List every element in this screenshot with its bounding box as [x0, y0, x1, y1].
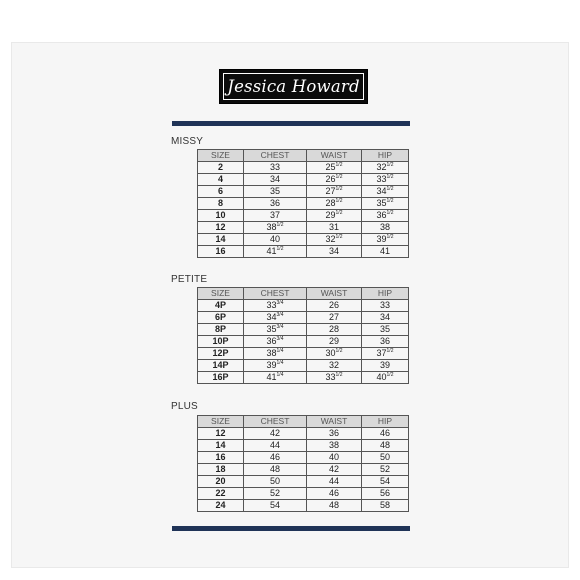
table-row	[198, 372, 409, 384]
cell-value: 48	[379, 440, 390, 450]
cell-value: 2	[217, 162, 223, 172]
cell-value: 34	[328, 246, 339, 256]
cell-chest	[244, 198, 307, 210]
cell-fraction: 1/2	[335, 372, 343, 378]
cell-fraction: 1/4	[276, 360, 284, 366]
cell-value: 33	[376, 174, 387, 184]
cell-chest	[244, 464, 307, 476]
table-row	[198, 174, 409, 186]
cell-hip	[362, 174, 409, 186]
cell-value: 58	[379, 500, 390, 510]
cell-value: 18	[215, 464, 226, 474]
cell-chest	[244, 360, 307, 372]
header-size: SIZE	[198, 416, 244, 428]
cell-value: 52	[269, 488, 280, 498]
cell-hip	[362, 324, 409, 336]
table-row	[198, 348, 409, 360]
cell-hip	[362, 428, 409, 440]
cell-value: 42	[328, 464, 339, 474]
section-title-missy: MISSY	[171, 136, 204, 147]
header-chest: CHEST	[244, 288, 307, 300]
cell-waist	[307, 162, 362, 174]
cell-waist	[307, 300, 362, 312]
cell-hip	[362, 162, 409, 174]
table-row	[198, 428, 409, 440]
cell-size	[198, 174, 244, 186]
cell-value: 39	[379, 360, 390, 370]
cell-fraction: 3/4	[276, 300, 284, 306]
table-row	[198, 336, 409, 348]
cell-hip	[362, 452, 409, 464]
brand-name: Jessica Howard	[227, 77, 360, 96]
cell-value: 6	[217, 186, 223, 196]
cell-value: 16	[215, 246, 226, 256]
cell-value: 41	[266, 372, 277, 382]
cell-size	[198, 500, 244, 512]
cell-value: 28	[328, 324, 339, 334]
cell-chest	[244, 186, 307, 198]
cell-value: 56	[379, 488, 390, 498]
cell-chest	[244, 312, 307, 324]
table-row	[198, 488, 409, 500]
cell-value: 29	[328, 336, 339, 346]
table-row	[198, 440, 409, 452]
cell-chest	[244, 488, 307, 500]
cell-fraction: 1/2	[386, 186, 394, 192]
cell-value: 27	[328, 312, 339, 322]
cell-waist	[307, 234, 362, 246]
cell-fraction: 1/2	[276, 246, 284, 252]
cell-fraction: 1/2	[386, 162, 394, 168]
header-waist: WAIST	[307, 416, 362, 428]
cell-value: 46	[269, 452, 280, 462]
cell-waist	[307, 476, 362, 488]
header-size: SIZE	[198, 288, 244, 300]
size-table-petite	[197, 287, 409, 384]
cell-value: 4P	[214, 300, 226, 310]
bottom-divider-bar	[172, 526, 410, 531]
cell-chest	[244, 428, 307, 440]
section-title-plus: PLUS	[171, 401, 198, 412]
cell-hip	[362, 198, 409, 210]
cell-value: 35	[266, 324, 277, 334]
cell-hip	[362, 476, 409, 488]
cell-hip	[362, 348, 409, 360]
table-row	[198, 500, 409, 512]
cell-value: 37	[376, 348, 387, 358]
cell-size	[198, 162, 244, 174]
cell-value: 38	[379, 222, 390, 232]
cell-value: 40	[376, 372, 387, 382]
cell-value: 27	[325, 186, 336, 196]
cell-waist	[307, 186, 362, 198]
cell-value: 8	[217, 198, 223, 208]
cell-value: 35	[379, 324, 390, 334]
cell-value: 29	[325, 210, 336, 220]
cell-hip	[362, 360, 409, 372]
table-row	[198, 476, 409, 488]
cell-waist	[307, 428, 362, 440]
cell-value: 10	[215, 210, 226, 220]
cell-value: 36	[376, 210, 387, 220]
cell-waist	[307, 246, 362, 258]
cell-waist	[307, 372, 362, 384]
cell-value: 40	[328, 452, 339, 462]
cell-value: 36	[328, 428, 339, 438]
cell-size	[198, 336, 244, 348]
cell-fraction: 1/2	[386, 198, 394, 204]
cell-chest	[244, 162, 307, 174]
cell-value: 48	[328, 500, 339, 510]
cell-value: 4	[217, 174, 223, 184]
cell-fraction: 1/2	[386, 234, 394, 240]
cell-value: 39	[266, 360, 277, 370]
cell-value: 14P	[212, 360, 229, 370]
cell-value: 31	[328, 222, 339, 232]
cell-value: 41	[266, 246, 277, 256]
header-chest: CHEST	[244, 416, 307, 428]
header-hip: HIP	[362, 150, 409, 162]
cell-fraction: 1/2	[335, 198, 343, 204]
cell-chest	[244, 476, 307, 488]
table-row	[198, 324, 409, 336]
cell-waist	[307, 440, 362, 452]
table-row	[198, 234, 409, 246]
cell-value: 12	[215, 222, 226, 232]
cell-chest	[244, 174, 307, 186]
table-header-row	[198, 416, 409, 428]
cell-hip	[362, 222, 409, 234]
cell-waist	[307, 336, 362, 348]
table-row	[198, 186, 409, 198]
cell-chest	[244, 222, 307, 234]
cell-value: 16P	[212, 372, 229, 382]
cell-value: 35	[376, 198, 387, 208]
cell-value: 37	[269, 210, 280, 220]
table-row	[198, 222, 409, 234]
cell-hip	[362, 210, 409, 222]
cell-chest	[244, 336, 307, 348]
cell-size	[198, 360, 244, 372]
cell-chest	[244, 348, 307, 360]
cell-hip	[362, 246, 409, 258]
cell-size	[198, 488, 244, 500]
cell-value: 34	[376, 186, 387, 196]
size-table-plus	[197, 415, 409, 512]
cell-value: 25	[325, 162, 336, 172]
cell-size	[198, 234, 244, 246]
header-hip: HIP	[362, 288, 409, 300]
cell-waist	[307, 348, 362, 360]
header-size: SIZE	[198, 150, 244, 162]
cell-waist	[307, 488, 362, 500]
cell-fraction: 1/2	[335, 186, 343, 192]
cell-fraction: 1/2	[335, 234, 343, 240]
table-row	[198, 464, 409, 476]
cell-fraction: 1/2	[335, 348, 343, 354]
cell-value: 39	[376, 234, 387, 244]
table-row	[198, 312, 409, 324]
cell-chest	[244, 500, 307, 512]
cell-fraction: 3/4	[276, 312, 284, 318]
cell-waist	[307, 174, 362, 186]
cell-value: 44	[328, 476, 339, 486]
cell-chest	[244, 246, 307, 258]
cell-waist	[307, 198, 362, 210]
cell-value: 42	[269, 428, 280, 438]
cell-size	[198, 300, 244, 312]
cell-fraction: 1/2	[335, 162, 343, 168]
top-divider-bar	[172, 121, 410, 126]
cell-value: 46	[328, 488, 339, 498]
cell-value: 40	[269, 234, 280, 244]
cell-hip	[362, 186, 409, 198]
cell-value: 14	[215, 234, 226, 244]
cell-value: 35	[269, 186, 280, 196]
cell-value: 50	[269, 476, 280, 486]
cell-size	[198, 476, 244, 488]
cell-chest	[244, 324, 307, 336]
cell-hip	[362, 488, 409, 500]
cell-value: 24	[215, 500, 226, 510]
cell-waist	[307, 464, 362, 476]
cell-value: 50	[379, 452, 390, 462]
table-header-row	[198, 150, 409, 162]
cell-chest	[244, 234, 307, 246]
table-row	[198, 198, 409, 210]
cell-chest	[244, 210, 307, 222]
size-table-missy	[197, 149, 409, 258]
cell-value: 54	[269, 500, 280, 510]
cell-value: 32	[376, 162, 387, 172]
cell-hip	[362, 300, 409, 312]
cell-value: 54	[379, 476, 390, 486]
cell-value: 33	[266, 300, 277, 310]
cell-chest	[244, 452, 307, 464]
cell-value: 22	[215, 488, 226, 498]
cell-size	[198, 348, 244, 360]
brand-logo	[219, 69, 368, 104]
cell-value: 36	[379, 336, 390, 346]
cell-size	[198, 246, 244, 258]
cell-value: 46	[379, 428, 390, 438]
cell-size	[198, 440, 244, 452]
cell-value: 33	[325, 372, 336, 382]
cell-hip	[362, 464, 409, 476]
cell-fraction: 1/2	[386, 210, 394, 216]
cell-value: 8P	[214, 324, 226, 334]
cell-fraction: 1/2	[335, 174, 343, 180]
cell-waist	[307, 210, 362, 222]
table-row	[198, 162, 409, 174]
cell-size	[198, 198, 244, 210]
table-header-row	[198, 288, 409, 300]
cell-waist	[307, 500, 362, 512]
cell-value: 28	[325, 198, 336, 208]
cell-value: 48	[269, 464, 280, 474]
cell-value: 16	[215, 452, 226, 462]
cell-value: 33	[379, 300, 390, 310]
cell-fraction: 1/2	[386, 372, 394, 378]
cell-value: 36	[266, 336, 277, 346]
cell-value: 26	[325, 174, 336, 184]
cell-chest	[244, 440, 307, 452]
cell-value: 41	[379, 246, 390, 256]
cell-hip	[362, 440, 409, 452]
cell-value: 38	[266, 348, 277, 358]
cell-value: 34	[269, 174, 280, 184]
cell-hip	[362, 234, 409, 246]
header-waist: WAIST	[307, 288, 362, 300]
cell-size	[198, 464, 244, 476]
cell-fraction: 1/2	[386, 174, 394, 180]
cell-size	[198, 372, 244, 384]
cell-waist	[307, 222, 362, 234]
cell-size	[198, 324, 244, 336]
cell-value: 26	[328, 300, 339, 310]
cell-fraction: 1/2	[386, 348, 394, 354]
table-row	[198, 246, 409, 258]
cell-chest	[244, 372, 307, 384]
cell-value: 33	[269, 162, 280, 172]
cell-size	[198, 428, 244, 440]
cell-value: 32	[325, 234, 336, 244]
cell-size	[198, 222, 244, 234]
table-row	[198, 452, 409, 464]
table-row	[198, 360, 409, 372]
cell-fraction: 1/2	[276, 222, 284, 228]
header-chest: CHEST	[244, 150, 307, 162]
section-title-petite: PETITE	[171, 274, 208, 285]
cell-value: 52	[379, 464, 390, 474]
cell-value: 34	[266, 312, 277, 322]
cell-waist	[307, 324, 362, 336]
table-row	[198, 300, 409, 312]
header-waist: WAIST	[307, 150, 362, 162]
cell-fraction: 3/4	[276, 336, 284, 342]
cell-chest	[244, 300, 307, 312]
cell-value: 36	[269, 198, 280, 208]
cell-value: 14	[215, 440, 226, 450]
cell-size	[198, 186, 244, 198]
cell-size	[198, 210, 244, 222]
cell-value: 30	[325, 348, 336, 358]
cell-fraction: 1/2	[335, 210, 343, 216]
cell-waist	[307, 452, 362, 464]
header-hip: HIP	[362, 416, 409, 428]
cell-value: 12P	[212, 348, 229, 358]
cell-value: 38	[328, 440, 339, 450]
cell-value: 6P	[214, 312, 226, 322]
cell-fraction: 1/4	[276, 348, 284, 354]
cell-value: 34	[379, 312, 390, 322]
cell-hip	[362, 312, 409, 324]
cell-fraction: 3/4	[276, 324, 284, 330]
cell-value: 38	[266, 222, 277, 232]
cell-size	[198, 452, 244, 464]
cell-value: 10P	[212, 336, 229, 346]
cell-value: 12	[215, 428, 226, 438]
cell-hip	[362, 336, 409, 348]
cell-hip	[362, 372, 409, 384]
cell-value: 44	[269, 440, 280, 450]
cell-value: 20	[215, 476, 226, 486]
cell-size	[198, 312, 244, 324]
cell-value: 32	[328, 360, 339, 370]
cell-waist	[307, 360, 362, 372]
cell-fraction: 1/4	[276, 372, 284, 378]
table-row	[198, 210, 409, 222]
cell-hip	[362, 500, 409, 512]
cell-waist	[307, 312, 362, 324]
